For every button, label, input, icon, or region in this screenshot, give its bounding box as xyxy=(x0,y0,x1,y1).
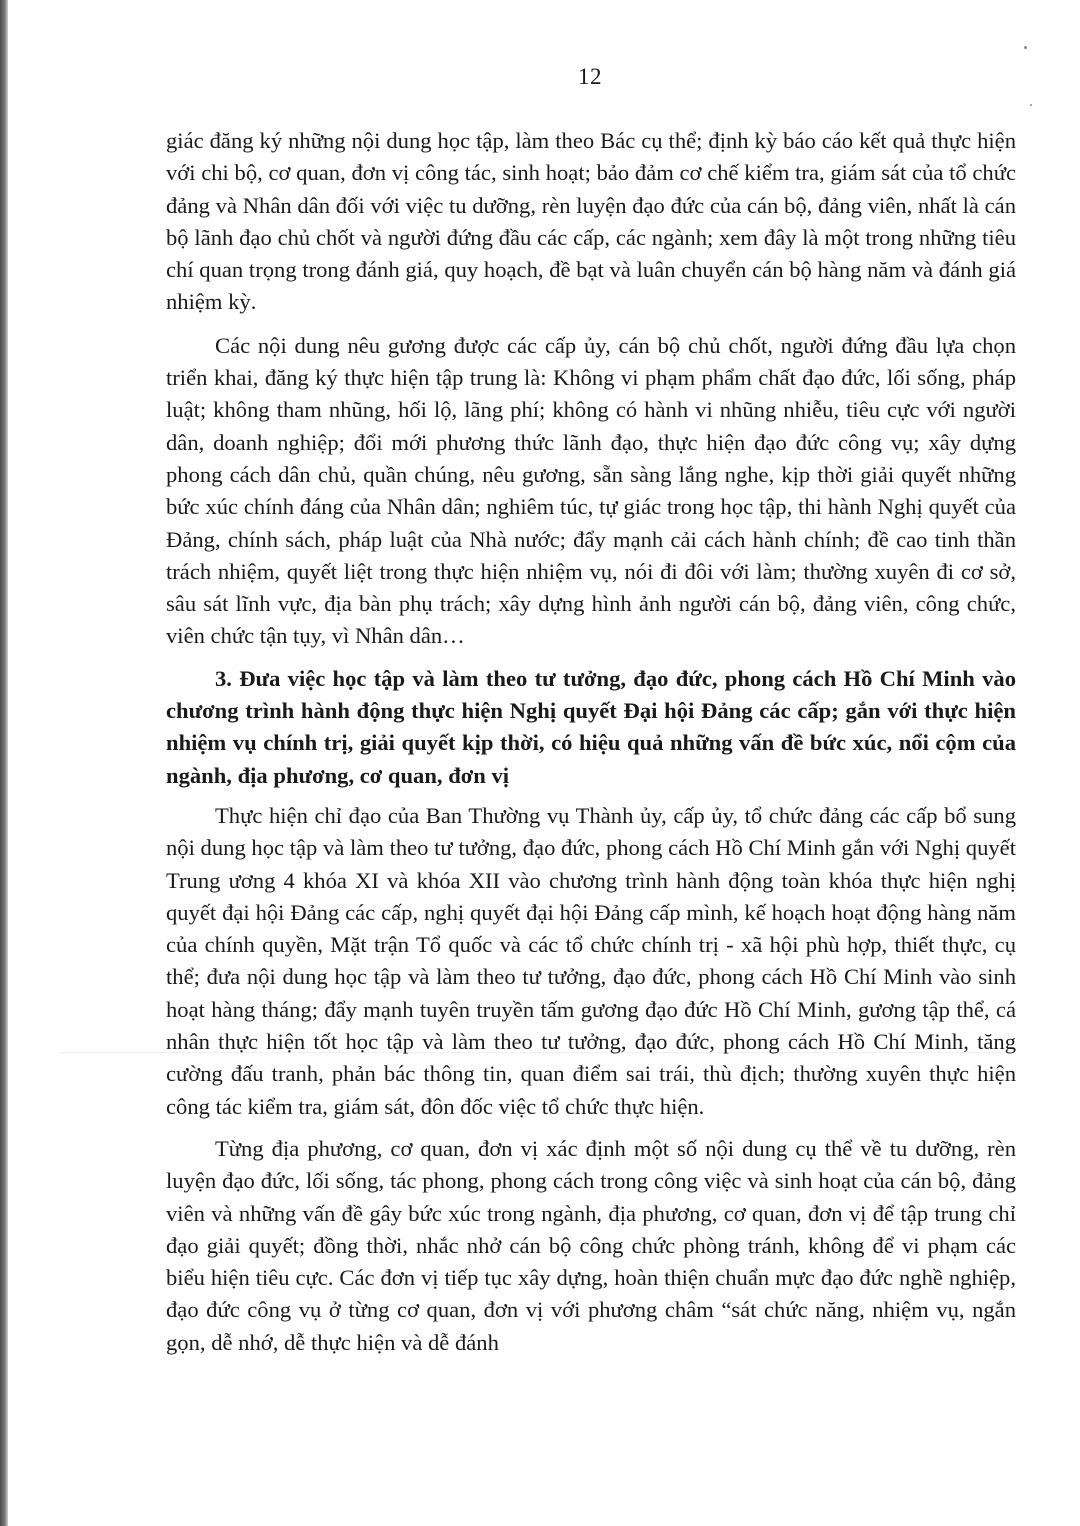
section-heading-3: 3. Đưa việc học tập và làm theo tư tưởng, đạo đức, phong cách Hồ Chí Minh vào chương trình hành động thực hiện Nghị quyết Đại hội Đảng các cấp; gắn với thực hiện nhiệm vụ chính trị, giải quyết kịp thời, có hiệu quả những vấn đề bức xúc, nổi cộm của ngành, địa phương, cơ quan, đơn vị xyxy=(166,665,1016,788)
scan-speck xyxy=(1024,46,1027,49)
page-number: 12 xyxy=(578,64,602,89)
paragraph-implementation: Thực hiện chỉ đạo của Ban Thường vụ Thành ủy, cấp ủy, tổ chức đảng các cấp bổ sung nội dung học tập và làm theo tư tưởng, đạo đức, phong cách Hồ Chí Minh gắn với Nghị quyết Trung ương 4 khóa XI và khóa XII vào chương trình hành động toàn khóa thực hiện nghị quyết đại hội Đảng các cấp, nghị quyết đại hội Đảng cấp mình, kế hoạch hoạt động hàng năm của chính quyền, Mặt trận Tổ quốc và các tổ chức chính trị - xã hội phù hợp, thiết thực, cụ thể; đưa nội dung học tập và làm theo tư tưởng, đạo đức, phong cách Hồ Chí Minh vào sinh hoạt hàng tháng; đẩy mạnh tuyên truyền tấm gương đạo đức Hồ Chí Minh, gương tập thể, cá nhân thực hiện tốt học tập và làm theo tư tưởng, đạo đức, phong cách Hồ Chí Minh, tăng cường đấu tranh, phản bác thông tin, quan điểm sai trái, thù địch; thường xuyên thực hiện công tác kiểm tra, giám sát, đôn đốc việc tổ chức thực hiện. xyxy=(166,802,1016,1119)
document-body xyxy=(166,125,1016,1359)
paragraph-role-model-content: Các nội dung nêu gương được các cấp ủy, cán bộ chủ chốt, người đứng đầu lựa chọn triển khai, đăng ký thực hiện tập trung là: Không vi phạm phẩm chất đạo đức, lối sống, pháp luật; không tham nhũng, hối lộ, lãng phí; không có hành vi nhũng nhiễu, tiêu cực với người dân, doanh nghiệp; đổi mới phương thức lãnh đạo, thực hiện đạo đức công vụ; xây dựng phong cách dân chủ, quần chúng, nêu gương, sẵn sàng lắng nghe, kịp thời giải quyết những bức xúc chính đáng của Nhân dân; nghiêm túc, tự giác trong học tập, thi hành Nghị quyết của Đảng, chính sách, pháp luật của Nhà nước; đẩy mạnh cải cách hành chính; đề cao tinh thần trách nhiệm, quyết liệt trong thực hiện nhiệm vụ, nói đi đôi với làm; thường xuyên đi cơ sở, sâu sát lĩnh vực, địa bàn phụ trách; xây dựng hình ảnh người cán bộ, đảng viên, công chức, viên chức tận tụy, vì Nhân dân… xyxy=(166,332,1016,649)
paragraph-continuation: giác đăng ký những nội dung học tập, làm theo Bác cụ thể; định kỳ báo cáo kết quả thực hiện với chi bộ, cơ quan, đơn vị công tác, sinh hoạt; bảo đảm cơ chế kiểm tra, giám sát của tổ chức đảng và Nhân dân đối với việc tu dưỡng, rèn luyện đạo đức của cán bộ, đảng viên, nhất là cán bộ lãnh đạo chủ chốt và người đứng đầu các cấp, các ngành; xem đây là một trong những tiêu chí quan trọng trong đánh giá, quy hoạch, đề bạt và luân chuyển cán bộ hàng năm và đánh giá nhiệm kỳ. xyxy=(166,128,1016,315)
paragraph-local-units: Từng địa phương, cơ quan, đơn vị xác định một số nội dung cụ thể về tu dưỡng, rèn luyện đạo đức, lối sống, tác phong, phong cách trong công việc và sinh hoạt của cán bộ, đảng viên và những vấn đề gây bức xúc trong ngành, địa phương, cơ quan, đơn vị để tập trung chỉ đạo giải quyết; đồng thời, nhắc nhở cán bộ công chức phòng tránh, không để vi phạm các biểu hiện tiêu cực. Các đơn vị tiếp tục xây dựng, hoàn thiện chuẩn mực đạo đức nghề nghiệp, đạo đức công vụ ở từng cơ quan, đơn vị với phương châm “sát chức năng, nhiệm vụ, ngắn gọn, dễ nhớ, dễ thực hiện và dễ đánh xyxy=(166,1135,1016,1355)
scan-left-edge xyxy=(0,0,8,1526)
scan-speck xyxy=(1030,104,1032,106)
